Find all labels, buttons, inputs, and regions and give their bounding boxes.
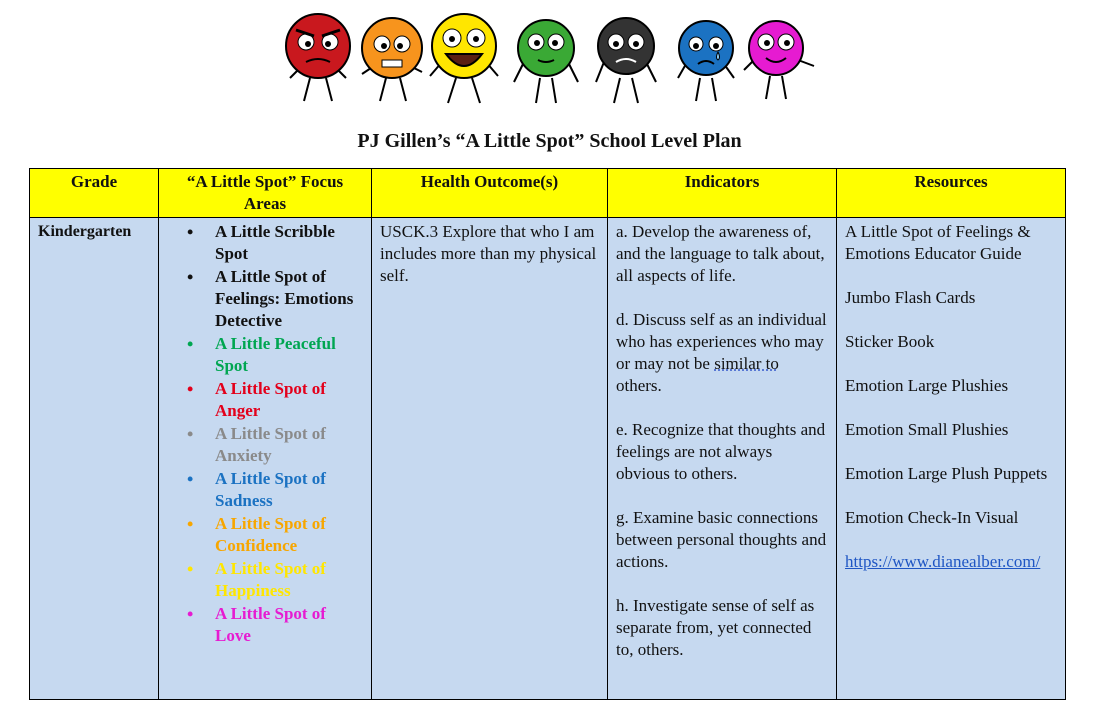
header-grade: Grade: [30, 169, 159, 218]
green-spot-icon: [514, 20, 578, 103]
focus-item-happiness: • A Little Spot of Happiness: [215, 558, 363, 602]
indicator-d-underlined: similar to: [714, 354, 779, 373]
resource-large-plushies: Emotion Large Plushies: [845, 376, 1009, 395]
focus-item-anger: • A Little Spot of Anger: [215, 378, 363, 422]
resource-plush-puppets: Emotion Large Plush Puppets: [845, 464, 1048, 483]
focus-item-confidence: • A Little Spot of Confidence: [215, 513, 363, 557]
indicator-d-end: others.: [616, 376, 662, 395]
indicator-d-text: d. Discuss self as an individual who has experiences who may or may not be: [616, 310, 827, 373]
resource-check-in-visual: Emotion Check-In Visual: [845, 508, 1019, 527]
focus-areas-cell: [159, 218, 372, 700]
header-health-outcomes: Health Outcome(s): [372, 169, 608, 218]
resources-cell: [837, 218, 1066, 700]
health-outcome-cell: USCK.3 Explore that who I am includes more than my physical self.: [372, 218, 608, 700]
indicator-e: e. Recognize that thoughts and feelings are not always obvious to others.: [616, 420, 826, 483]
table-header-row: [30, 169, 1066, 218]
indicator-a: a. Develop the awareness of, and the language to talk about, all aspects of life.: [616, 222, 825, 285]
header-resources: Resources: [837, 169, 1066, 218]
focus-item-anxiety: • A Little Spot of Anxiety: [215, 423, 363, 467]
orange-spot-icon: [362, 18, 422, 101]
indicator-g: g. Examine basic connections between personal thoughts and actions.: [616, 508, 827, 571]
resource-sticker-book: Sticker Book: [845, 332, 935, 351]
table-row: [30, 218, 1066, 700]
resource-link-wrapper: [845, 551, 1057, 573]
indicators-cell: [608, 218, 837, 700]
love-spot-icon: [744, 21, 814, 99]
focus-item-feelings: • A Little Spot of Feelings: Emotions Detective: [215, 266, 363, 332]
resource-small-plushies: Emotion Small Plushies: [845, 420, 1009, 439]
angry-spot-icon: [286, 14, 350, 101]
indicator-d: [616, 309, 828, 397]
header-indicators: Indicators: [608, 169, 837, 218]
focus-item-sadness: • A Little Spot of Sadness: [215, 468, 363, 512]
grade-cell: Kindergarten: [30, 218, 159, 700]
focus-item-peaceful: • A Little Peaceful Spot: [215, 333, 363, 377]
resource-website-link[interactable]: https://www.dianealber.com/: [845, 552, 1041, 571]
resource-educator-guide: A Little Spot of Feelings & Emotions Educator Guide: [845, 222, 1031, 263]
emotion-spots-banner: [282, 6, 827, 106]
school-level-plan-table: [29, 168, 1066, 700]
header-focus-areas: “A Little Spot” Focus Areas: [159, 169, 372, 218]
sad-spot-icon: [678, 21, 734, 101]
focus-item-scribble: • A Little Scribble Spot: [215, 221, 363, 265]
indicator-h: h. Investigate sense of self as separate from, yet connected to, others.: [616, 596, 815, 659]
happy-spot-icon: [430, 14, 498, 103]
page-title: PJ Gillen’s “A Little Spot” School Level Plan: [357, 130, 742, 152]
anxious-spot-icon: [596, 18, 656, 103]
focus-areas-list: [167, 221, 363, 647]
resource-flash-cards: Jumbo Flash Cards: [845, 288, 976, 307]
focus-item-love: • A Little Spot of Love: [215, 603, 363, 647]
